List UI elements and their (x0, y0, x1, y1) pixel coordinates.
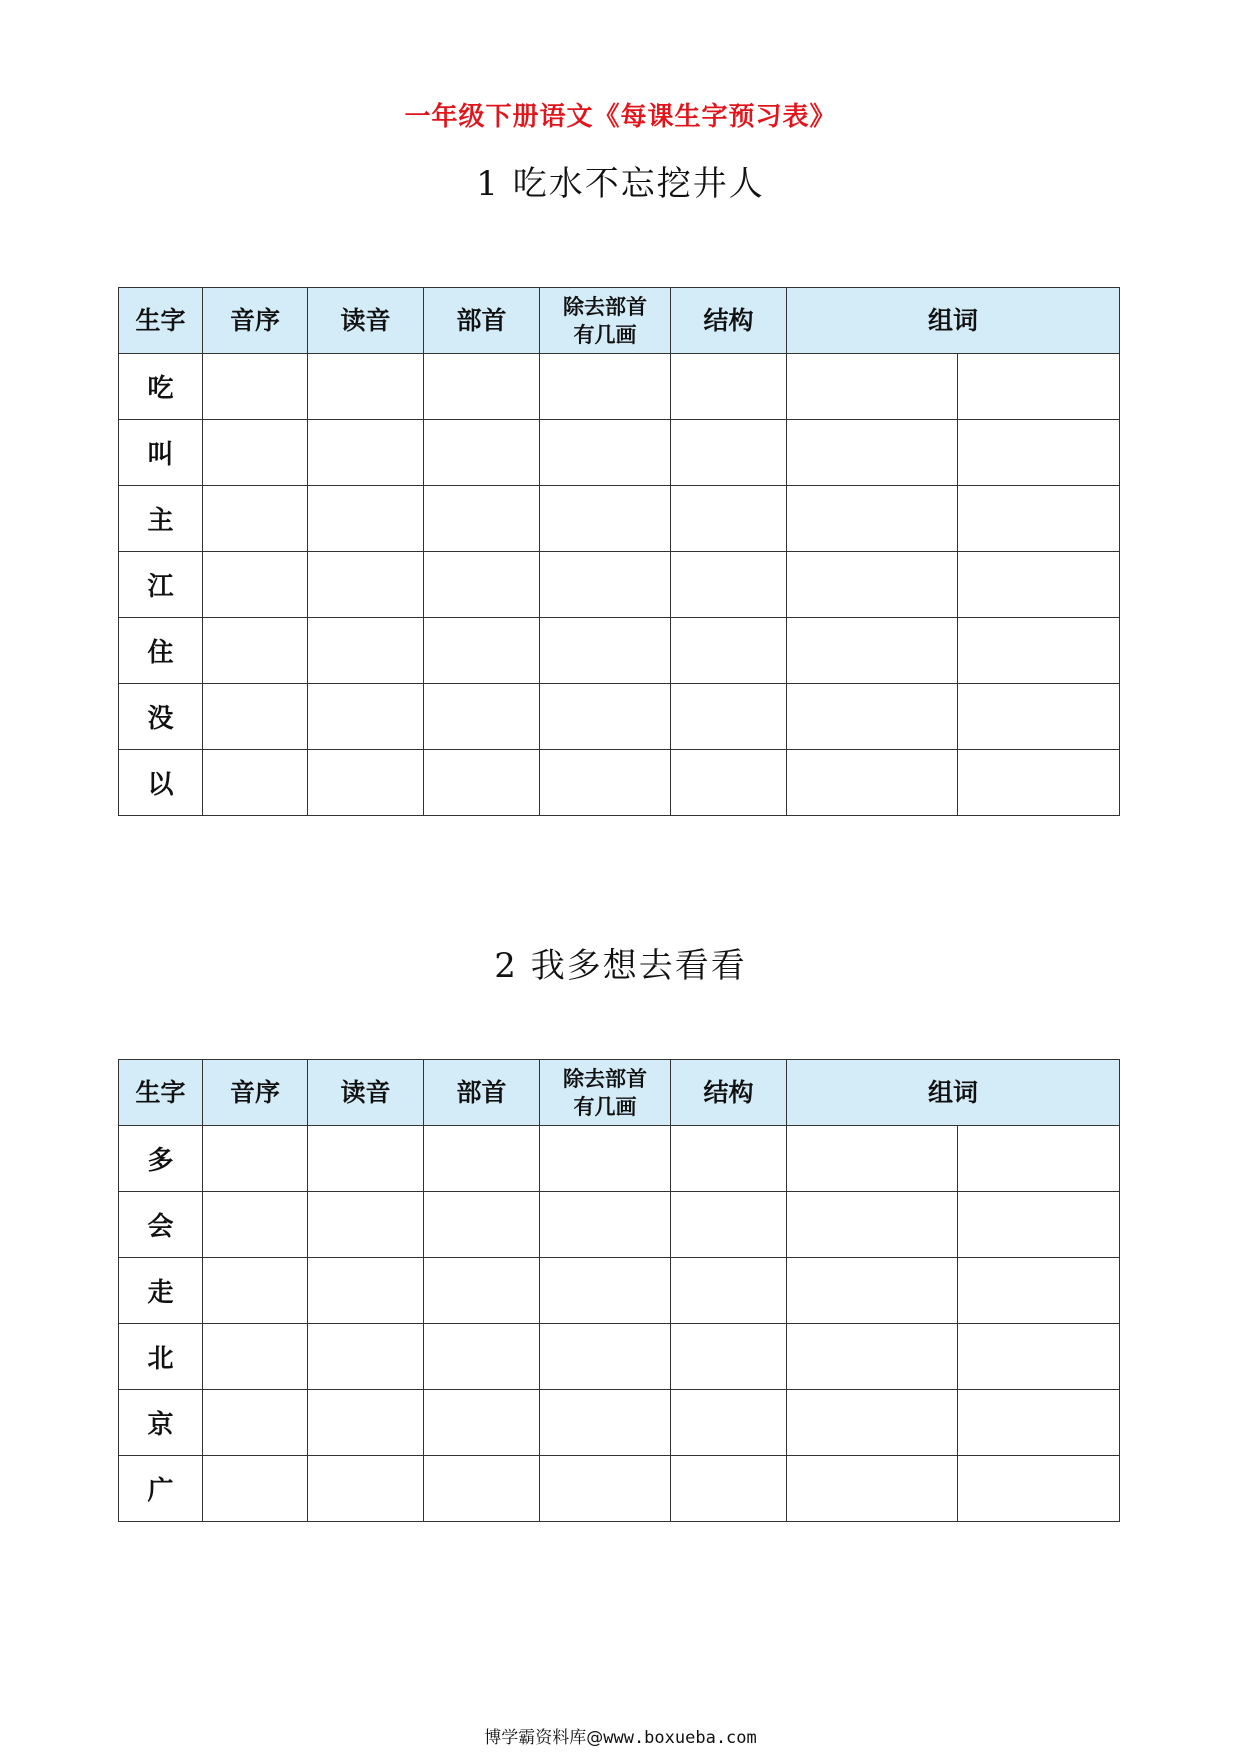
word-cell-1[interactable] (787, 1126, 958, 1192)
col-header-order: 音序 (203, 1060, 308, 1126)
pinyin-cell[interactable] (308, 552, 424, 618)
strokes-cell[interactable] (540, 1324, 671, 1390)
order-cell[interactable] (203, 552, 308, 618)
lesson-2-title: 2 我多想去看看 (494, 946, 747, 986)
pinyin-cell[interactable] (308, 354, 424, 420)
col-header-radical: 部首 (424, 1060, 540, 1126)
table-row (119, 750, 1120, 816)
order-cell[interactable] (203, 354, 308, 420)
structure-cell[interactable] (671, 750, 787, 816)
lesson-1-title: 1 吃水不忘挖井人 (476, 164, 765, 204)
char-cell: 以 (119, 750, 203, 816)
structure-cell[interactable] (671, 1192, 787, 1258)
structure-cell[interactable] (671, 1324, 787, 1390)
footer-url: www.boxueba.com (603, 1728, 757, 1748)
word-cell-1[interactable] (787, 486, 958, 552)
col-header-words: 组词 (787, 288, 1120, 354)
word-cell-1[interactable] (787, 1390, 958, 1456)
radical-cell[interactable] (424, 1126, 540, 1192)
col-header-strokes (540, 1060, 671, 1126)
col-header-pinyin: 读音 (308, 288, 424, 354)
col-header-strokes-line1: 除去部首 (563, 294, 647, 319)
table-row (119, 552, 1120, 618)
strokes-cell[interactable] (540, 420, 671, 486)
table-header-row (119, 288, 1120, 354)
pinyin-cell[interactable] (308, 1126, 424, 1192)
structure-cell[interactable] (671, 1390, 787, 1456)
table-row (119, 1258, 1120, 1324)
table-row (119, 354, 1120, 420)
char-cell: 叫 (119, 420, 203, 486)
char-cell: 住 (119, 618, 203, 684)
table-row (119, 420, 1120, 486)
word-cell-1[interactable] (787, 750, 958, 816)
char-cell: 没 (119, 684, 203, 750)
char-cell: 多 (119, 1126, 203, 1192)
order-cell[interactable] (203, 750, 308, 816)
order-cell[interactable] (203, 618, 308, 684)
char-cell: 主 (119, 486, 203, 552)
strokes-cell[interactable] (540, 486, 671, 552)
col-header-structure: 结构 (671, 288, 787, 354)
radical-cell[interactable] (424, 684, 540, 750)
strokes-cell[interactable] (540, 618, 671, 684)
order-cell[interactable] (203, 420, 308, 486)
pinyin-cell[interactable] (308, 1192, 424, 1258)
radical-cell[interactable] (424, 420, 540, 486)
char-cell: 吃 (119, 354, 203, 420)
order-cell[interactable] (203, 1456, 308, 1522)
word-cell-1[interactable] (787, 1456, 958, 1522)
structure-cell[interactable] (671, 552, 787, 618)
table-row (119, 684, 1120, 750)
structure-cell[interactable] (671, 1126, 787, 1192)
structure-cell[interactable] (671, 618, 787, 684)
table-row (119, 1192, 1120, 1258)
col-header-order: 音序 (203, 288, 308, 354)
order-cell[interactable] (203, 1390, 308, 1456)
pinyin-cell[interactable] (308, 618, 424, 684)
document-header-title: 一年级下册语文《每课生字预习表》 (404, 102, 837, 132)
structure-cell[interactable] (671, 1456, 787, 1522)
col-header-char: 生字 (119, 288, 203, 354)
strokes-cell[interactable] (540, 1192, 671, 1258)
word-cell-2[interactable] (958, 1324, 1120, 1390)
word-cell-2[interactable] (958, 1258, 1120, 1324)
table-row (119, 1390, 1120, 1456)
word-cell-2[interactable] (958, 618, 1120, 684)
radical-cell[interactable] (424, 1324, 540, 1390)
strokes-cell[interactable] (540, 1390, 671, 1456)
col-header-strokes-line2: 有几画 (573, 1094, 637, 1119)
word-cell-2[interactable] (958, 1390, 1120, 1456)
col-header-radical: 部首 (424, 288, 540, 354)
table-row (119, 1456, 1120, 1522)
col-header-strokes-line2: 有几画 (573, 322, 637, 347)
word-cell-2[interactable] (958, 420, 1120, 486)
structure-cell[interactable] (671, 354, 787, 420)
word-cell-2[interactable] (958, 1456, 1120, 1522)
strokes-cell[interactable] (540, 1456, 671, 1522)
table-row (119, 1324, 1120, 1390)
radical-cell[interactable] (424, 1258, 540, 1324)
word-cell-1[interactable] (787, 1258, 958, 1324)
strokes-cell[interactable] (540, 750, 671, 816)
pinyin-cell[interactable] (308, 1456, 424, 1522)
structure-cell[interactable] (671, 1258, 787, 1324)
word-cell-1[interactable] (787, 618, 958, 684)
table-row (119, 618, 1120, 684)
radical-cell[interactable] (424, 1390, 540, 1456)
order-cell[interactable] (203, 1192, 308, 1258)
order-cell[interactable] (203, 1324, 308, 1390)
char-cell: 会 (119, 1192, 203, 1258)
radical-cell[interactable] (424, 750, 540, 816)
order-cell[interactable] (203, 486, 308, 552)
structure-cell[interactable] (671, 684, 787, 750)
word-cell-1[interactable] (787, 420, 958, 486)
radical-cell[interactable] (424, 1456, 540, 1522)
structure-cell[interactable] (671, 486, 787, 552)
word-cell-2[interactable] (958, 486, 1120, 552)
radical-cell[interactable] (424, 552, 540, 618)
col-header-pinyin: 读音 (308, 1060, 424, 1126)
word-cell-1[interactable] (787, 354, 958, 420)
word-cell-1[interactable] (787, 684, 958, 750)
pinyin-cell[interactable] (308, 750, 424, 816)
strokes-cell[interactable] (540, 1258, 671, 1324)
table-row (119, 486, 1120, 552)
word-cell-2[interactable] (958, 750, 1120, 816)
word-cell-2[interactable] (958, 552, 1120, 618)
word-cell-2[interactable] (958, 1192, 1120, 1258)
char-cell: 广 (119, 1456, 203, 1522)
col-header-strokes-line1: 除去部首 (563, 1066, 647, 1091)
word-cell-2[interactable] (958, 684, 1120, 750)
char-cell: 北 (119, 1324, 203, 1390)
pinyin-cell[interactable] (308, 684, 424, 750)
table-row (119, 1126, 1120, 1192)
strokes-cell[interactable] (540, 684, 671, 750)
strokes-cell[interactable] (540, 1126, 671, 1192)
order-cell[interactable] (203, 684, 308, 750)
char-cell: 江 (119, 552, 203, 618)
structure-cell[interactable] (671, 420, 787, 486)
pinyin-cell[interactable] (308, 1324, 424, 1390)
radical-cell[interactable] (424, 618, 540, 684)
col-header-char: 生字 (119, 1060, 203, 1126)
word-cell-1[interactable] (787, 1192, 958, 1258)
footer-site-name: 博学霸资料库@ (484, 1728, 604, 1748)
word-cell-2[interactable] (958, 1126, 1120, 1192)
col-header-words: 组词 (787, 1060, 1120, 1126)
radical-cell[interactable] (424, 354, 540, 420)
table-header-row (119, 1060, 1120, 1126)
order-cell[interactable] (203, 1126, 308, 1192)
radical-cell[interactable] (424, 1192, 540, 1258)
pinyin-cell[interactable] (308, 420, 424, 486)
lesson-2-preview-table (118, 1059, 1120, 1522)
pinyin-cell[interactable] (308, 1390, 424, 1456)
order-cell[interactable] (203, 1258, 308, 1324)
col-header-structure: 结构 (671, 1060, 787, 1126)
pinyin-cell[interactable] (308, 486, 424, 552)
char-cell: 走 (119, 1258, 203, 1324)
word-cell-1[interactable] (787, 1324, 958, 1390)
word-cell-1[interactable] (787, 552, 958, 618)
word-cell-2[interactable] (958, 354, 1120, 420)
strokes-cell[interactable] (540, 552, 671, 618)
pinyin-cell[interactable] (308, 1258, 424, 1324)
page-footer (0, 1723, 1241, 1748)
col-header-strokes (540, 288, 671, 354)
radical-cell[interactable] (424, 486, 540, 552)
lesson-1-preview-table (118, 287, 1120, 816)
char-cell: 京 (119, 1390, 203, 1456)
strokes-cell[interactable] (540, 354, 671, 420)
